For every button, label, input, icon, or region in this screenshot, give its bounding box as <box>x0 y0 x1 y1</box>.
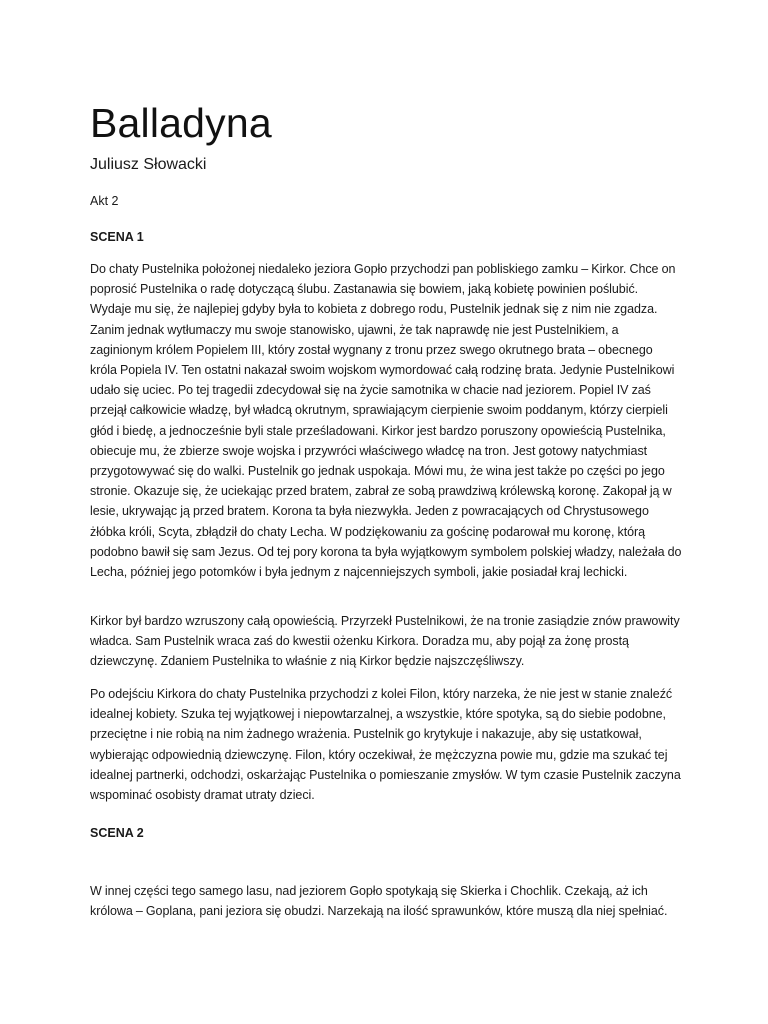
document-author: Juliusz Słowacki <box>90 156 207 173</box>
scene-1-paragraph-1: Do chaty Pustelnika położonej niedaleko jeziora Gopło przychodzi pan pobliskiego zamku – Kirkor. Chce on poprosić Pustelnika o radę dotyczącą ślubu. Zastanawia się bowiem, jaką kobietę powinien poślubić. Wydaje mu się, że najlepiej gdyby była to kobieta z dobrego rodu, Pustelnik jednak się z nim nie zgadza. Zanim jednak wytłumaczy mu swoje stanowisko, ujawni, że tak naprawdę nie jest Pustelnikiem, a zaginionym królem Popielem III, który został wygnany z tronu przez swego okrutnego brata – obecnego króla Popiela IV. Ten ostatni nakazał swoim wojskom wymordować całą rodzinę brata. Jedynie Pustelnikowi udało się uciec. Po tej tragedii zdecydował się na życie samotnika w chacie nad jeziorem. Popiel IV zaś przejął całkowicie władzę, był władcą okrutnym, sprawiającym cierpienie swoim poddanym, którzy cierpieli głód i biedę, a jednocześnie byli stale prześladowani. Kirkor jest bardzo poruszony opowieścią Pustelnika, obiecuje mu, że zbierze swoje wojska i przywróci właściwego władcę na tron. Jest gotowy natychmiast przygotowywać się do walki. Pustelnik go jednak uspokaja. Mówi mu, że wina jest także po części po jego stronie. Okazuje się, że uciekając przed bratem, zabrał ze sobą prawdziwą królewską koronę. Zakopał ją w lesie, ukrywając ją przed bratem. Korona ta była niezwykła. Jeden z powracających od Chrystusowego żłóbka króli, Scyta, zbłądził do chaty Lecha. W podziękowaniu za gościnę podarował mu koronę, którą podobno bawił się sam Jezus. Od tej pory korona ta była wyjątkowym symbolem polskiej władzy, należała do Lecha, później jego potomków i była jednym z najcenniejszych symboli, jakie posiadał kraj lechicki. <box>90 262 682 580</box>
scene-2-paragraph-1: W innej części tego samego lasu, nad jeziorem Gopło spotykają się Skierka i Chochlik. Czekają, aż ich królowa – Goplana, pani jeziora się obudzi. Narzekają na ilość sprawunków, które muszą dla niej spełniać. <box>90 884 668 919</box>
scene-1-heading: SCENA 1 <box>90 230 144 244</box>
document-title: Balladyna <box>90 100 272 146</box>
scene-1-paragraph-3: Po odejściu Kirkora do chaty Pustelnika przychodzi z kolei Filon, który narzeka, że nie jest w stanie znaleźć idealnej kobiety. Szuka tej wyjątkowej i niepowtarzalnej, a wszystkie, które spotyka, są do siebie podobne, przeciętne i nie robią na nim żadnego wrażenia. Pustelnik go krytykuje i nakazuje, aby się ustatkował, wybierając odpowiednią dziewczynę. Filon, który oczekiwał, że mężczyzna powie mu, gdzie ma szukać tej idealnej partnerki, odchodzi, oskarżając Pustelnika o pomieszanie zmysłów. W tym czasie Pustelnik zaczyna wspominać osobisty dramat utraty dzieci. <box>90 687 681 803</box>
act-label: Akt 2 <box>90 194 119 208</box>
scene-2-heading: SCENA 2 <box>90 826 144 840</box>
scene-1-paragraph-2: Kirkor był bardzo wzruszony całą opowieścią. Przyrzekł Pustelnikowi, że na tronie zasiądzie znów prawowity władca. Sam Pustelnik wraca zaś do kwestii ożenku Kirkora. Doradza mu, aby pojął za żonę prostą dziewczynę. Zdaniem Pustelnika to właśnie z nią Kirkor będzie najszczęśliwszy. <box>90 614 680 669</box>
